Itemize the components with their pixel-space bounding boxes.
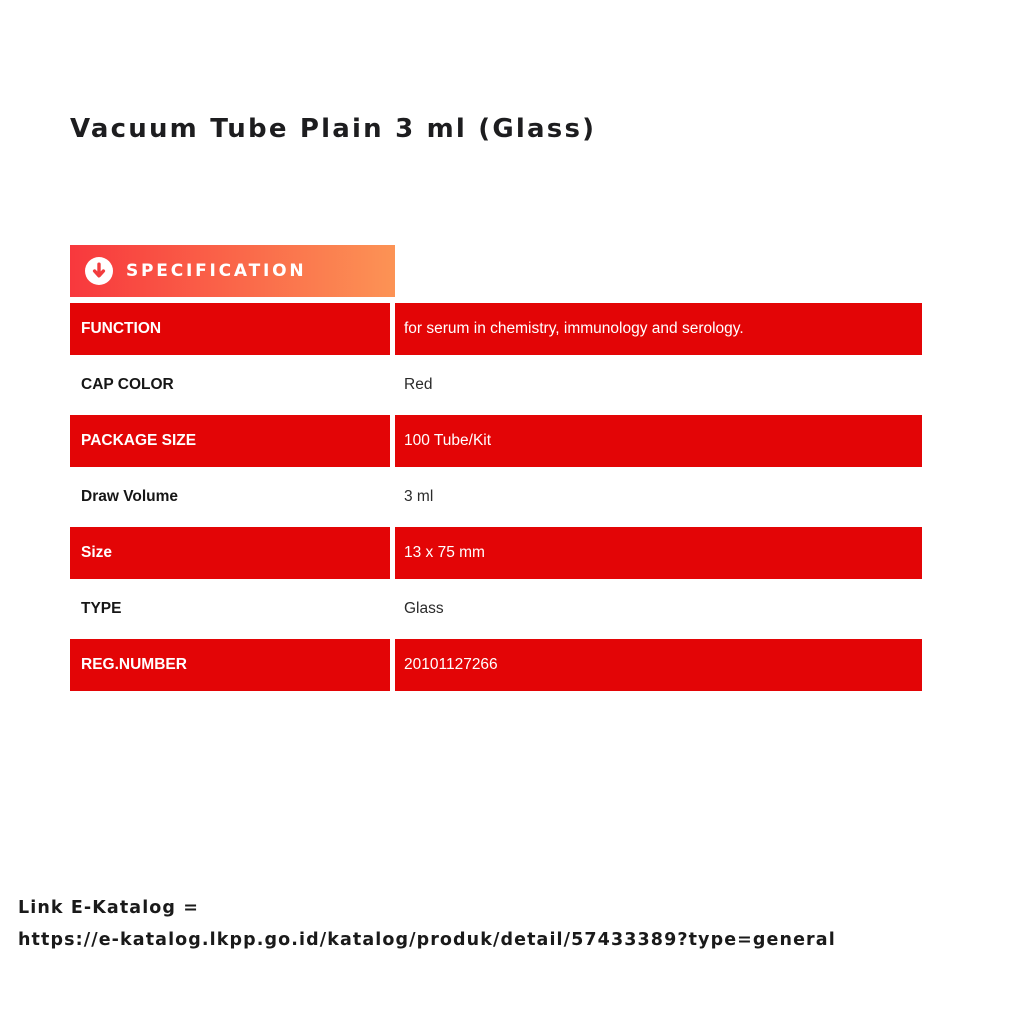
spec-label: Draw Volume (70, 469, 395, 525)
table-row-type (70, 581, 922, 637)
table-row-cap-color (70, 357, 922, 413)
spec-label: PACKAGE SIZE (70, 415, 395, 467)
table-row-function (70, 301, 922, 357)
spec-value: 100 Tube/Kit (395, 415, 922, 467)
spec-label: REG.NUMBER (70, 639, 395, 691)
specification-header-label: SPECIFICATION (126, 261, 307, 281)
table-row-package-size (70, 413, 922, 469)
specification-table (70, 301, 922, 693)
table-row-draw-volume (70, 469, 922, 525)
e-katalog-link-label: Link E-Katalog = (18, 898, 200, 918)
download-arrow-circle-icon (85, 257, 113, 285)
spec-value: 20101127266 (395, 639, 922, 691)
e-katalog-link-block (18, 892, 836, 956)
e-katalog-link-url: https://e-katalog.lkpp.go.id/katalog/produk/detail/57433389?type=general (18, 930, 836, 950)
spec-value: 3 ml (404, 488, 434, 505)
table-row-size (70, 525, 922, 581)
spec-value: Glass (404, 600, 444, 617)
spec-value: for serum in chemistry, immunology and serology. (395, 303, 922, 355)
page-title: Vacuum Tube Plain 3 ml (Glass) (70, 114, 597, 144)
spec-label: Size (70, 527, 395, 579)
specification-header (70, 245, 395, 297)
spec-label: FUNCTION (70, 303, 395, 355)
table-row-reg-number (70, 637, 922, 693)
spec-label: TYPE (70, 581, 395, 637)
spec-value: Red (404, 376, 433, 393)
spec-value: 13 x 75 mm (395, 527, 922, 579)
spec-label: CAP COLOR (70, 357, 395, 413)
